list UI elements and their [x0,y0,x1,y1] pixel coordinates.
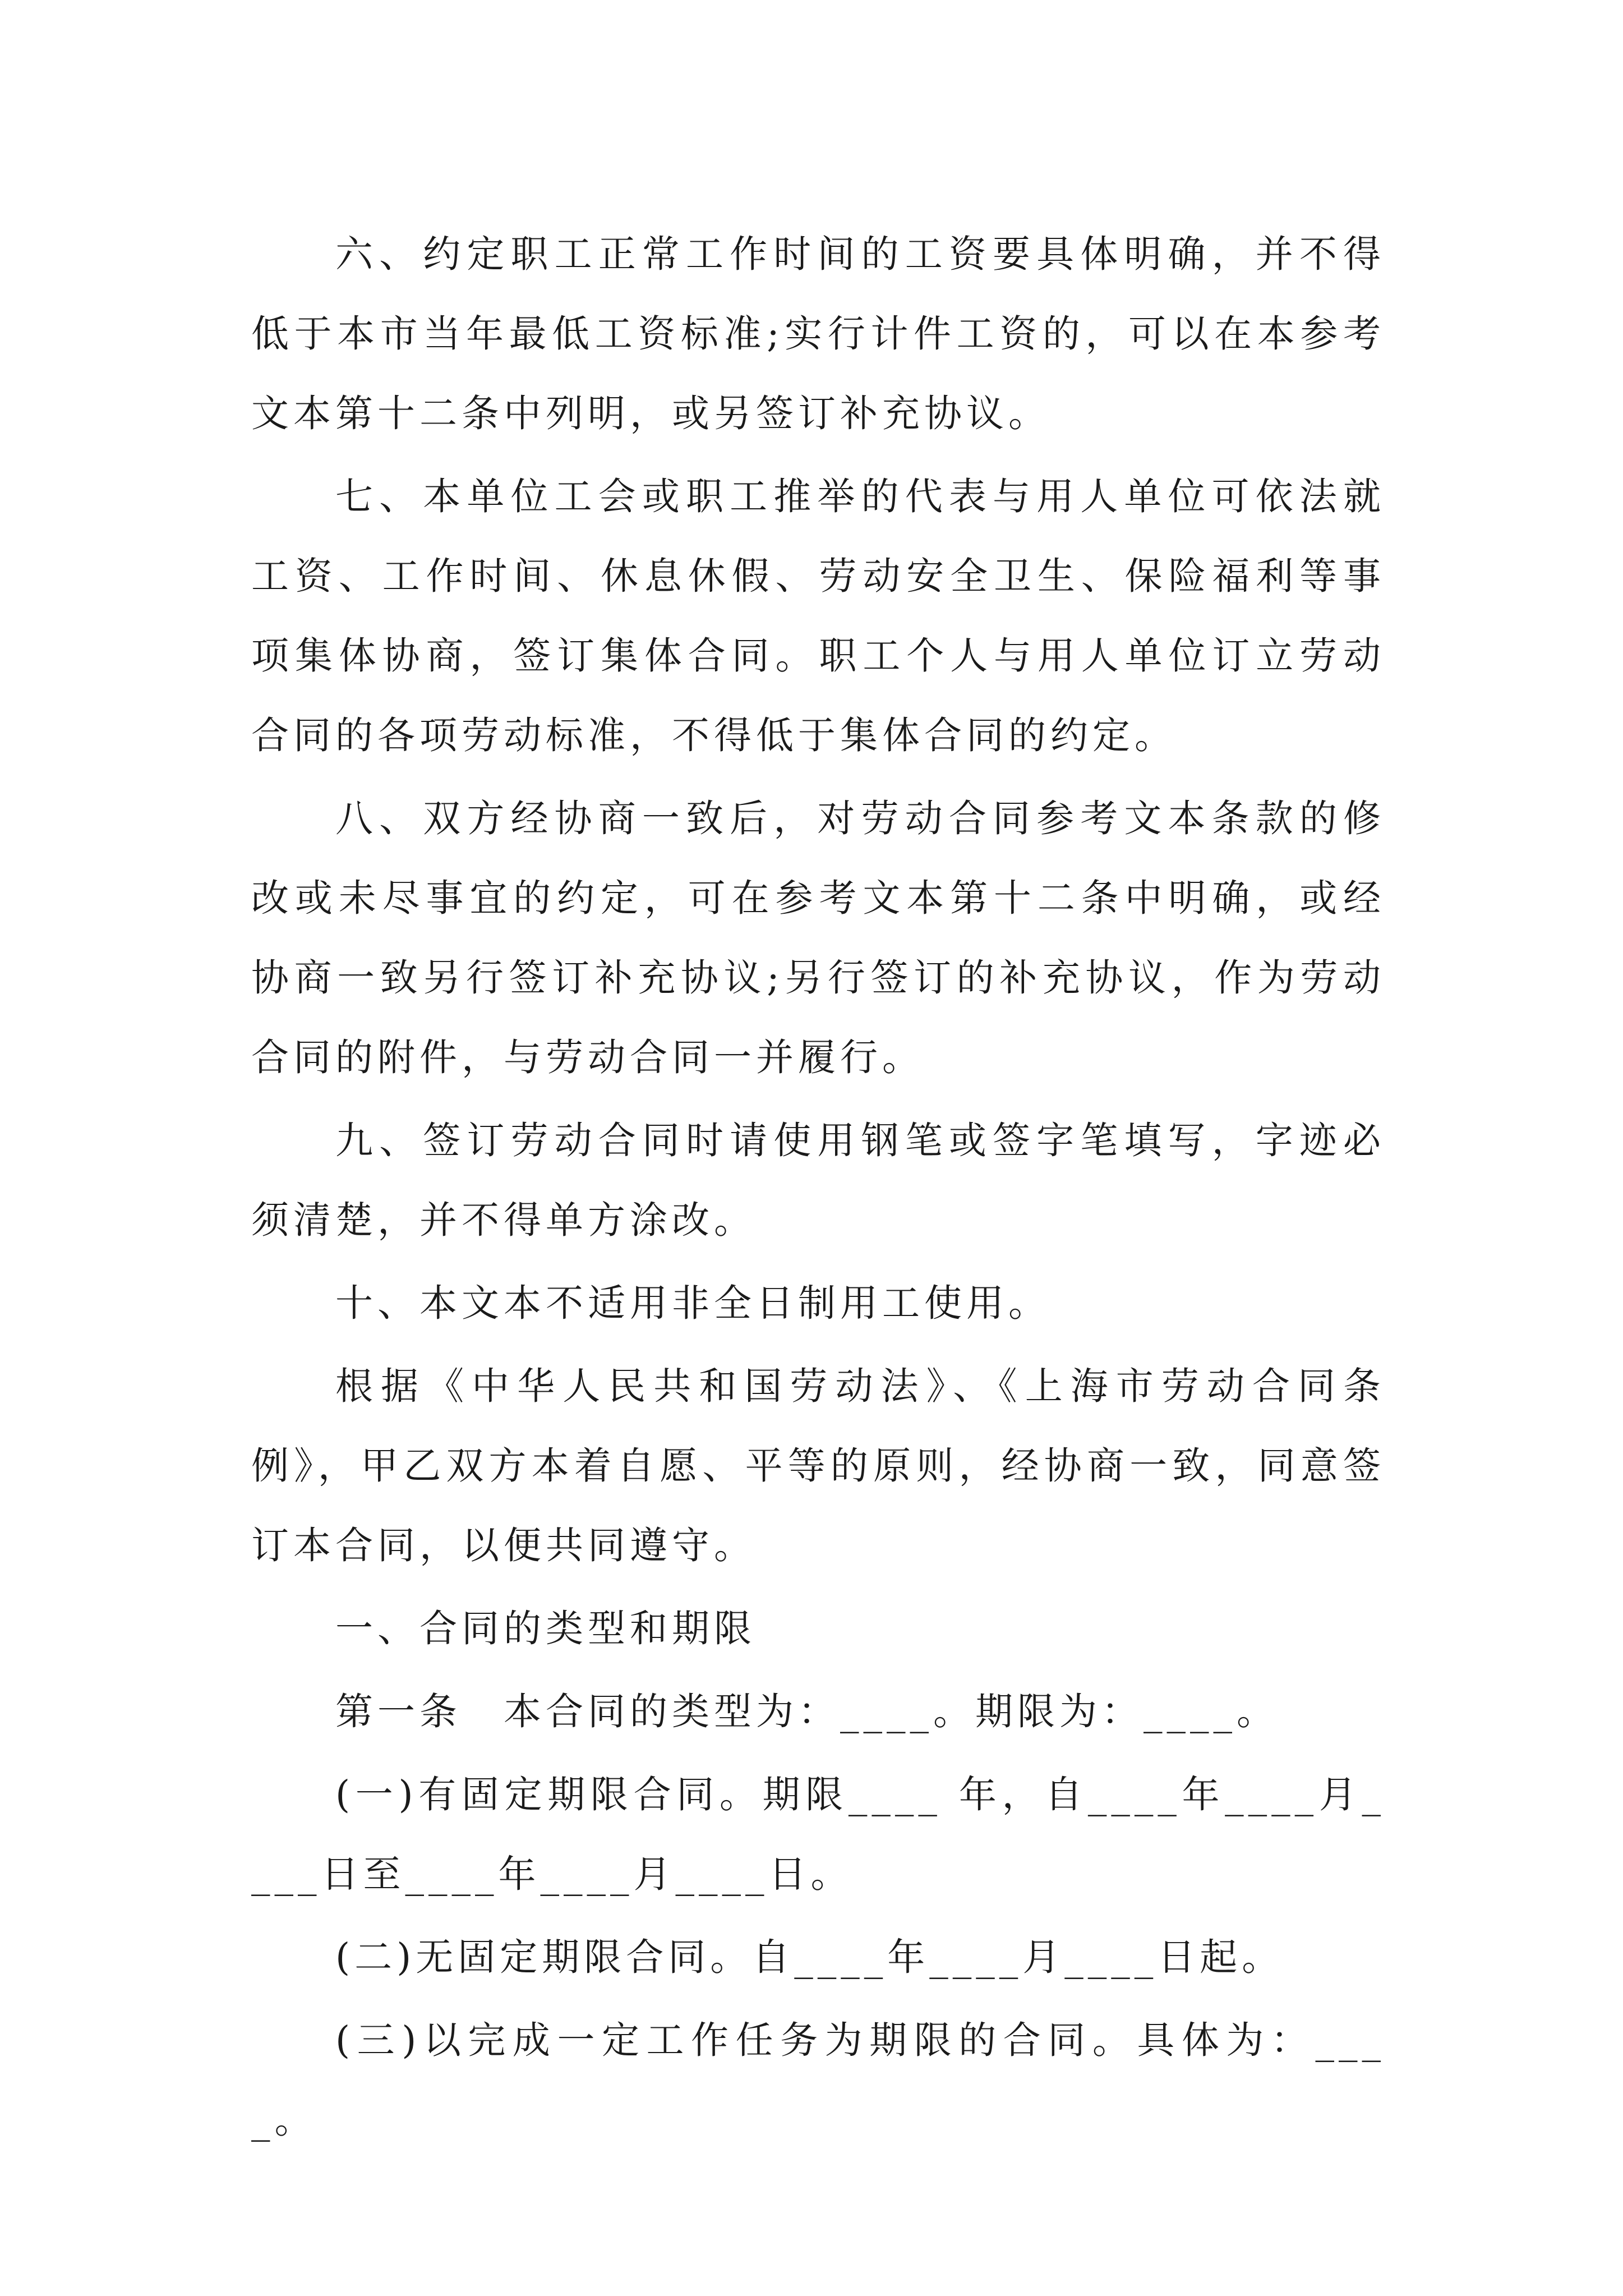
article-1-open-term: (二)无固定期限合同。自____年____月____日起。 [335,1935,1284,1979]
document-body [251,214,1385,2163]
paragraph-item-7: 七、本单位工会或职工推举的代表与用人单位可依法就工资、工作时间、休息休假、劳动安全卫生、保险福利等事项集体协商，签订集体合同。职工个人与用人单位订立劳动合同的各项劳动标准，不得低于集体合同的约定。 [251,475,1385,757]
article-1: 第一条 本合同的类型为：____。期限为：____。 [335,1690,1279,1733]
article-1-fixed-term: (一)有固定期限合同。期限____ 年，自____年____月____日至____年____月____日。 [251,1773,1385,1896]
paragraph-item-8: 八、双方经协商一致后，对劳动合同参考文本条款的修改或未尽事宜的约定，可在参考文本第十二条中明确，或经协商一致另行签订补充协议;另行签订的补充协议，作为劳动合同的附件，与劳动合同一并履行。 [251,797,1385,1079]
paragraph-item-6: 六、约定职工正常工作时间的工资要具体明确，并不得低于本市当年最低工资标准;实行计件工资的，可以在本参考文本第十二条中列明，或另签订补充协议。 [251,232,1385,435]
article-1-task-term: (三)以完成一定工作任务为期限的合同。具体为：____。 [251,2018,1385,2142]
paragraph-preamble: 根据《中华人民共和国劳动法》、《上海市劳动合同条例》，甲乙双方本着自愿、平等的原则，经协商一致，同意签订本合同，以便共同遵守。 [251,1364,1385,1567]
section-heading-contract-type: 一、合同的类型和期限 [335,1607,756,1650]
paragraph-item-10: 十、本文本不适用非全日制用工使用。 [335,1281,1050,1325]
paragraph-item-9: 九、签订劳动合同时请使用钢笔或签字笔填写，字迹必须清楚，并不得单方涂改。 [251,1119,1385,1242]
